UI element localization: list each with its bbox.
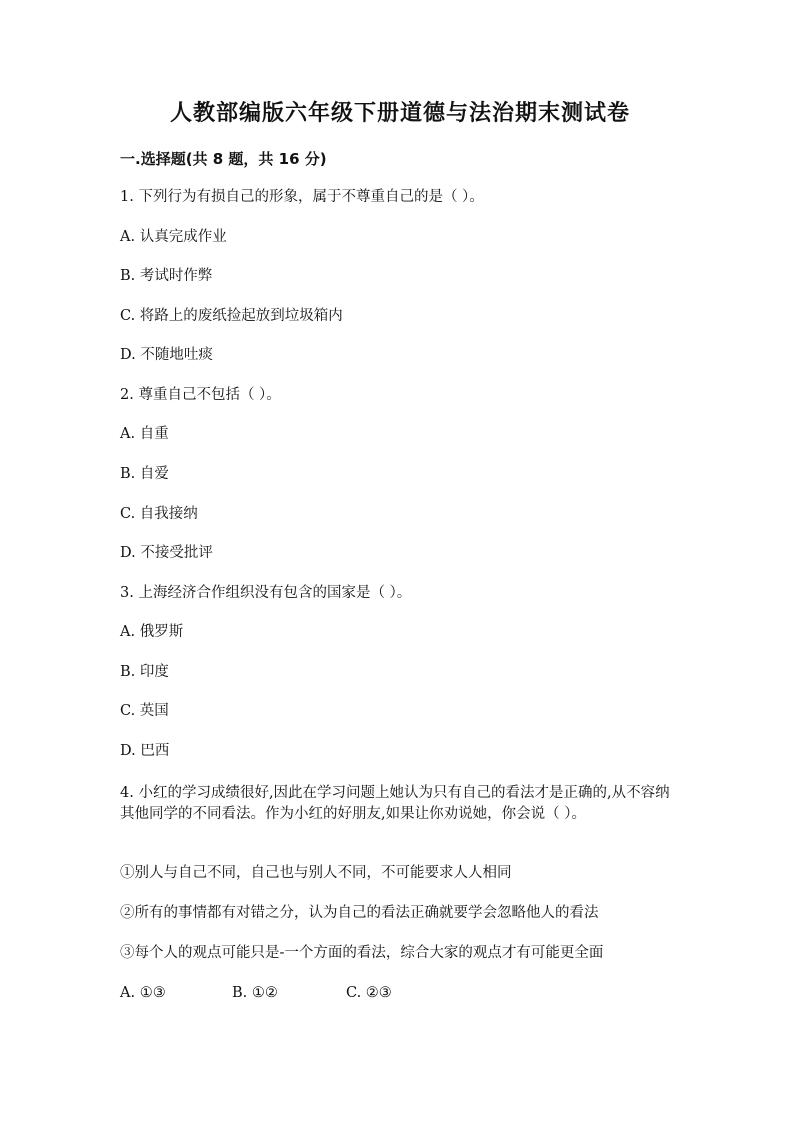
question-1-stem: 1. 下列行为有损自己的形象，属于不尊重自己的是（ ）。: [120, 189, 484, 205]
page-title: 人教部编版六年级下册道德与法治期末测试卷: [169, 101, 630, 126]
question-4-option-b: B. ①②: [232, 985, 278, 1001]
question-3-stem: 3. 上海经济合作组织没有包含的国家是（ ）。: [120, 585, 412, 601]
question-4-statement-1: ①别人与自己不同，自己也与别人不同，不可能要求人人相同: [120, 865, 512, 881]
question-2-option-a: A. 自重: [120, 426, 169, 442]
question-1-option-b: B. 考试时作弊: [120, 268, 213, 284]
question-2-option-b: B. 自爱: [120, 466, 169, 482]
question-2-option-c: C. 自我接纳: [120, 506, 198, 522]
question-4-statement-2: ②所有的事情都有对错之分，认为自己的看法正确就要学会忽略他人的看法: [120, 905, 599, 921]
question-3-option-a: A. 俄罗斯: [120, 624, 184, 640]
question-4-option-c: C. ②③: [346, 985, 392, 1001]
question-3-option-b: B. 印度: [120, 664, 169, 680]
question-1-option-a: A. 认真完成作业: [120, 229, 227, 245]
question-4-options: [120, 983, 392, 1003]
question-4-option-a: A. ①③: [120, 985, 166, 1001]
question-1-option-d: D. 不随地吐痰: [120, 347, 213, 363]
question-3-option-c: C. 英国: [120, 703, 169, 719]
question-1-option-c: C. 将路上的废纸捡起放到垃圾箱内: [120, 308, 343, 324]
question-3-option-d: D. 巴西: [120, 743, 170, 759]
question-2-stem: 2. 尊重自己不包括（ ）。: [120, 387, 281, 403]
section-heading: 一.选择题(共 8 题，共 16 分): [120, 150, 327, 168]
question-4-statement-3: ③每个人的观点可能只是-一个方面的看法，综合大家的观点才有可能更全面: [120, 945, 604, 961]
question-2-option-d: D. 不接受批评: [120, 545, 213, 561]
question-4-stem: 4. 小红的学习成绩很好,因此在学习问题上她认为只有自己的看法才是正确的,从不容纳其他同学的不同看法。作为小红的好朋友,如果让你劝说她，你会说（ ）。: [120, 785, 670, 822]
